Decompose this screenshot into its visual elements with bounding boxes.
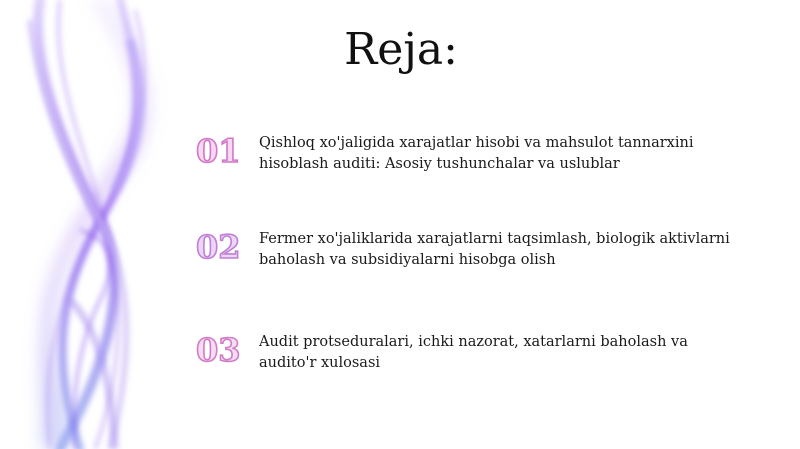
page-title: Reja: <box>344 24 458 75</box>
item-number: 03 <box>196 331 241 369</box>
item-text: Audit protseduralari, ichki nazorat, xatarlarni baholash va audito'r xulosasi <box>259 334 688 371</box>
item-number: 02 <box>196 228 241 266</box>
list-item <box>196 332 756 392</box>
list-item <box>196 229 756 289</box>
list-item <box>196 133 756 193</box>
item-text: Qishloq xo'jaligida xarajatlar hisobi va mahsulot tannarxini hisoblash auditi: Asosiy tushunchalar va uslublar <box>259 135 694 172</box>
item-number: 01 <box>196 132 241 170</box>
item-text: Fermer xo'jaliklarida xarajatlarni taqsimlash, biologik aktivlarni baholash va subsidiyalarni hisobga olish <box>259 231 730 268</box>
